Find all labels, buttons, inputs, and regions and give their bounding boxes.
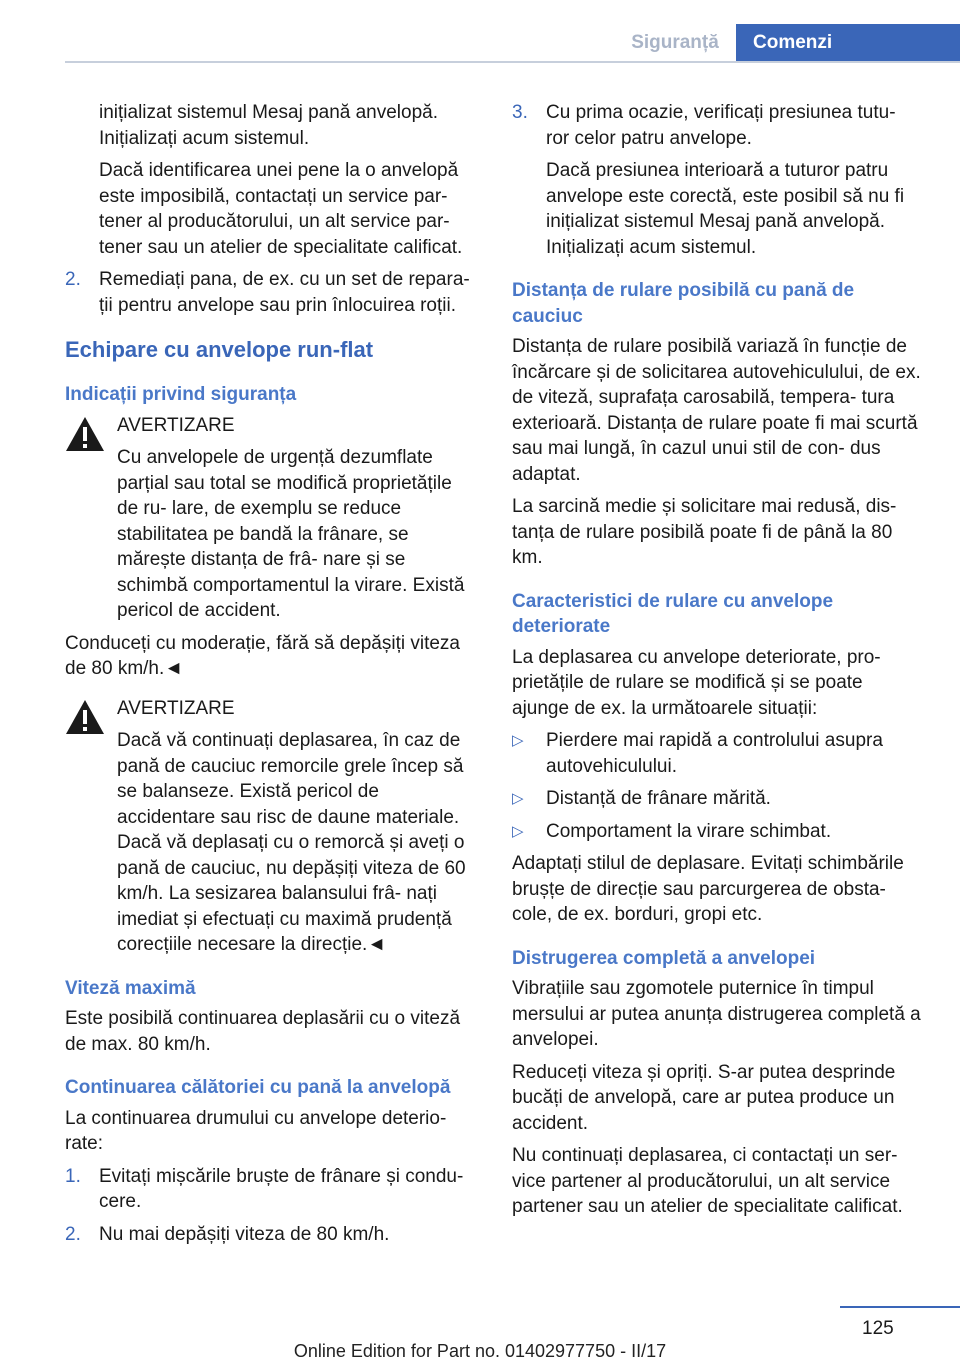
right-column (512, 100, 924, 1227)
list-text: Nu mai depășiți viteza de 80 km/h. (99, 1223, 390, 1245)
list-text: Pierdere mai rapidă a controlului asupra autovehiculului. (546, 730, 883, 777)
list-text: Cu prima ocazie, verificați presiunea tutu‐ ror celor patru anvelope. (546, 102, 896, 149)
paragraph: Dacă identificarea unei pene la o anvelopă este imposibilă, contactați un service par‐ tener al producătorului, un alt service par‐ tener sau un atelier de specialitate calificat. (99, 160, 463, 258)
warning-triangle-icon (65, 698, 105, 736)
list-text: Evitați mișcările bruște de frânare și condu‐ cere. (99, 1165, 464, 1212)
paragraph: Vibrațiile sau zgomotele puternice în timpul mersului ar putea anunța distrugerea completă a anvelopei. (512, 978, 921, 1050)
left-column (65, 100, 475, 1254)
list-item (512, 786, 924, 812)
edition-note: Online Edition for Part no. 01402977750 - II/17 (293, 1341, 667, 1361)
subsection-heading: Caracteristici de rulare cu anvelope deteriorate (512, 590, 834, 637)
subsection-heading: Continuarea călătoriei cu pană la anvelopă (65, 1077, 451, 1098)
list-number: 1. (65, 1165, 81, 1187)
subsection-heading: Distanța de rulare posibilă cu pană de cauciuc (512, 280, 855, 327)
paragraph: La sarcină medie și solicitare mai redusă, dis‐ tanța de rulare posibilă poate fi de până la 80 km. (512, 496, 897, 568)
list-number: 3. (512, 102, 528, 123)
list-text: Comportament la virare schimbat. (546, 820, 832, 842)
paragraph: Conduceți cu moderație, fără să depășiți viteza de 80 km/h.◄ (65, 632, 460, 679)
page-header (614, 24, 960, 61)
list-item (65, 1164, 475, 1215)
list-item (512, 100, 924, 151)
warning-text: Cu anvelopele de urgență dezumflate parțial sau total se modifică proprietățile de ru‐ lare, de exemplu se reduce stabilitatea pe bandă la frânare, se mărește distanța de frâ‐ nare și se schimbă comportamentul la virare. Există pericol de accident. (117, 447, 465, 621)
warning-triangle-icon (65, 415, 105, 453)
paragraph: La deplasarea cu anvelope deteriorate, pro‐ prietățile de rulare se modifică și se poate ajunge de ex. la următoarele situații: (512, 646, 881, 719)
list-item (512, 728, 924, 779)
warning-block (65, 696, 475, 958)
paragraph: La continuarea drumului cu anvelope deterio‐ rate: (65, 1107, 447, 1154)
list-item (65, 1222, 475, 1248)
section-heading: Echipare cu anvelope run-flat (65, 337, 374, 362)
paragraph: Reduceți viteza și opriți. S-ar putea desprinde bucăți de anvelopă, care ar putea produce un accident. (512, 1061, 896, 1134)
list-text: Distanță de frânare mărită. (546, 788, 771, 809)
list-text: Remediați pana, de ex. cu un set de repara‐ ții pentru anvelope sau prin înlocuirea roții. (99, 269, 470, 316)
subsection-heading: Viteză maximă (65, 977, 196, 999)
header-chapter-tab: Comenzi (736, 24, 960, 61)
list-item (512, 819, 924, 845)
subsection-heading: Distrugerea completă a anvelopei (512, 947, 816, 969)
list-number: 2. (65, 1223, 81, 1245)
warning-heading: AVERTIZARE (117, 414, 235, 436)
paragraph: Este posibilă continuarea deplasării cu o viteză de max. 80 km/h. (65, 1008, 461, 1055)
list-item (65, 267, 475, 318)
paragraph: Distanța de rulare posibilă variază în funcție de încărcare și de solicitarea autovehiculului, de ex. de viteză, suprafața carosabilă, tempera‐ tura exterioară. Distanța de rulare poate fi mai scurtă sau mai lungă, în cazul unui stil de con‐ dus adaptat. (512, 336, 921, 485)
header-rule (65, 61, 960, 63)
paragraph: inițializat sistemul Mesaj pană anvelopă. Inițializați acum sistemul. (99, 102, 439, 149)
bullet-icon: ▷ (512, 732, 524, 749)
warning-block (65, 413, 475, 624)
subsection-heading: Indicații privind siguranța (65, 384, 297, 405)
list-number: 2. (65, 269, 81, 290)
bullet-icon: ▷ (512, 790, 524, 807)
header-section-tab: Siguranță (631, 32, 719, 53)
paragraph: Nu continuați deplasarea, ci contactați un ser‐ vice partener al producătorului, un alt service partener sau un atelier de specialitate calificat. (512, 1145, 903, 1217)
paragraph: Dacă presiunea interioară a tuturor patru anvelope este corectă, este posibil să nu fi inițializat sistemul Mesaj pană anvelopă. Inițializați acum sistemul. (546, 160, 905, 258)
page-number: 125 (862, 1318, 894, 1339)
footer-rule (840, 1306, 960, 1308)
warning-text: Dacă vă continuați deplasarea, în caz de pană de cauciuc remorcile grele încep să se balanseze. Există pericol de accidentare sau risc de daune materiale. Dacă vă deplasați cu o remorcă și aveți o pană de cauciuc, nu depășiți viteza de 60 km/h. La sesizarea balansului frâ‐ nați imediat și efectuați cu maximă prudență corecțiile necesare la direcție.◄ (117, 730, 466, 955)
bullet-icon: ▷ (512, 822, 524, 840)
warning-heading: AVERTIZARE (117, 697, 235, 719)
paragraph: Adaptați stilul de deplasare. Evitați schimbările brușțe de direcție sau parcurgerea de obsta‐ cole, de ex. borduri, gropi etc. (512, 853, 904, 925)
